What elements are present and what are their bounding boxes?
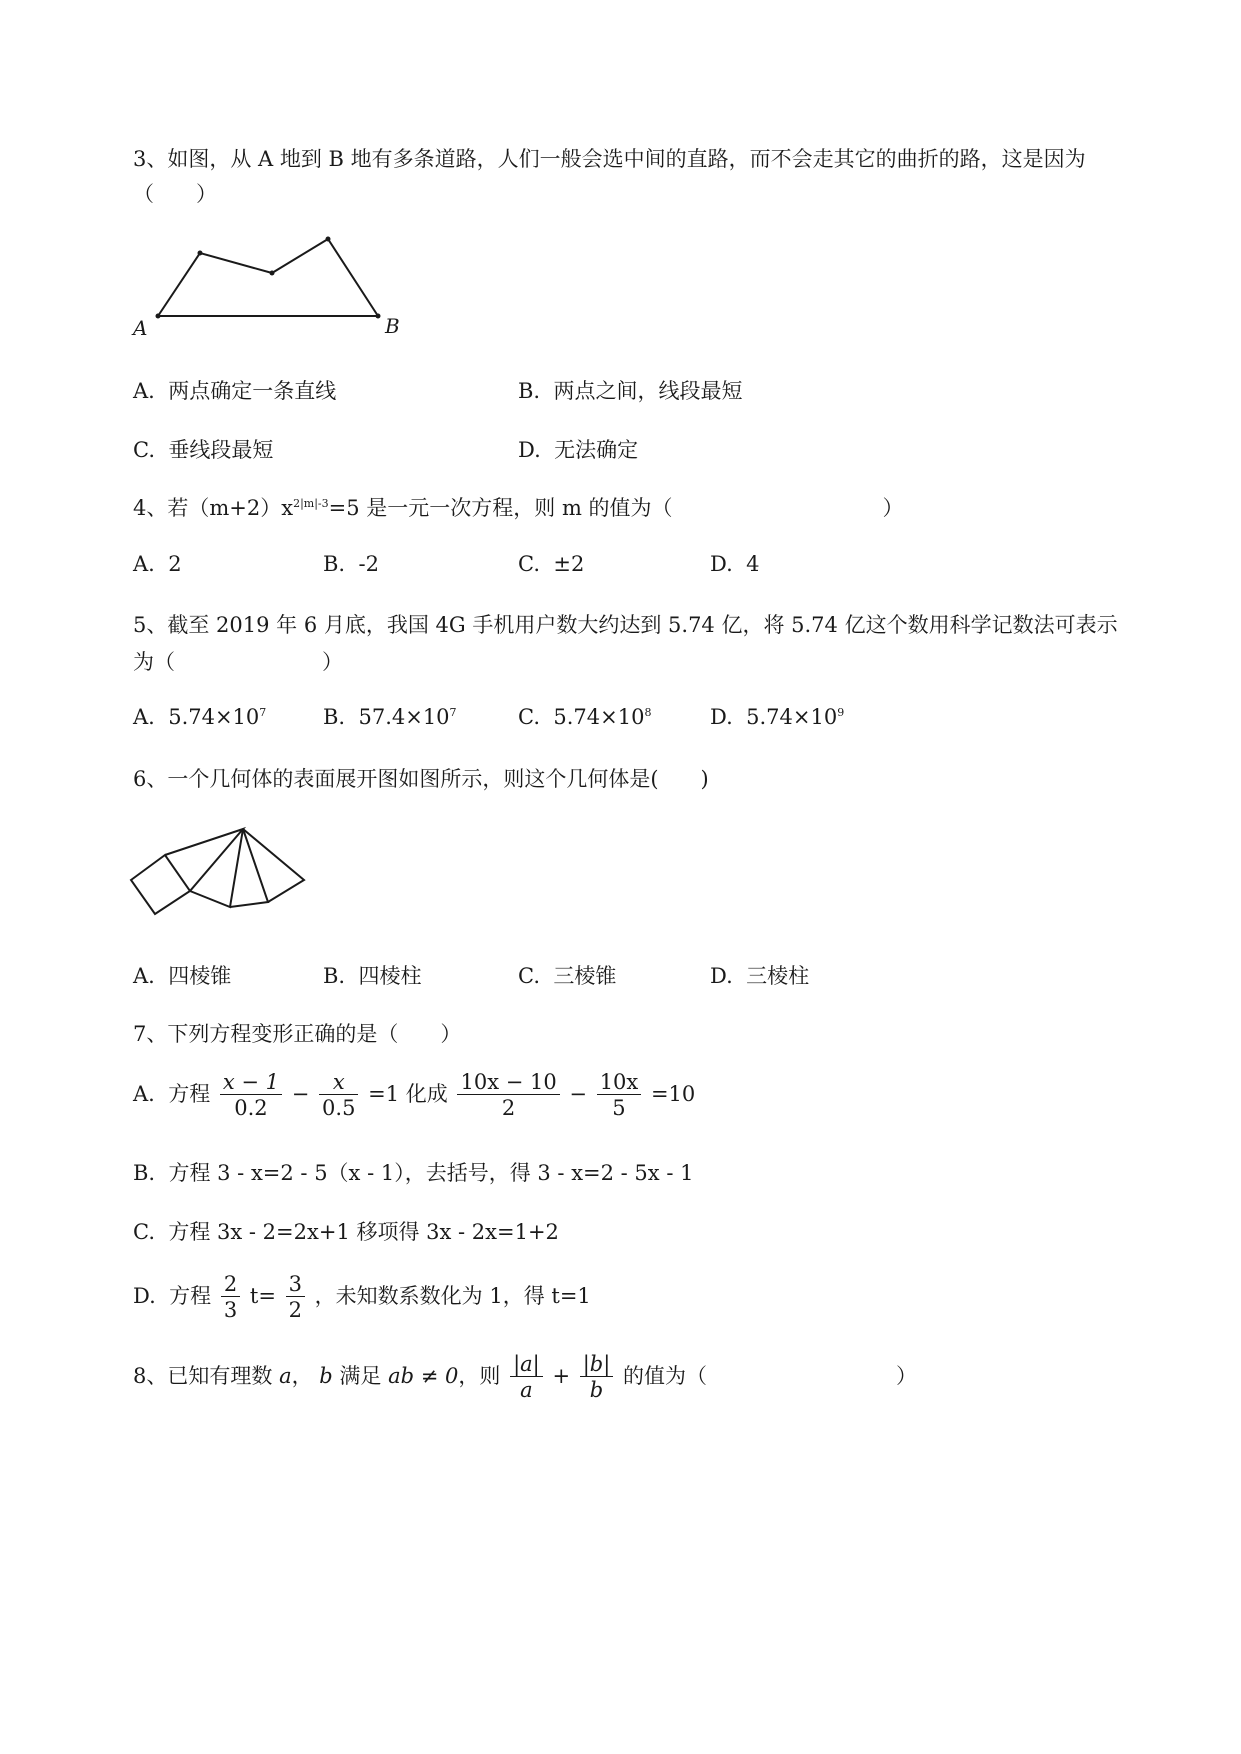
fraction: $\frac{x}{0.5}$ [319, 1070, 358, 1121]
fraction: $\frac{|b|}{b}$ [580, 1352, 614, 1403]
option-label: C. [133, 1220, 155, 1244]
q5-option-d[interactable] [710, 705, 844, 729]
q8-prefix: 8、已知有理数 [133, 1364, 273, 1388]
option-exp: 7 [259, 706, 267, 719]
q8-var-b: b [319, 1364, 333, 1388]
option-text: 四棱锥 [168, 964, 232, 988]
q3-option-a[interactable] [133, 375, 336, 405]
q8-comma: ， [291, 1364, 313, 1388]
option-label: C. [518, 552, 540, 576]
option-text: 2 [168, 552, 182, 576]
option-text: 两点之间，线段最短 [553, 379, 743, 403]
equation-part: t= [249, 1284, 276, 1308]
option-text: 方程 3x - 2=2x+1 移项得 3x - 2x=1+2 [168, 1220, 559, 1244]
q8-var-a: a [279, 1364, 292, 1388]
option-label: A. [133, 379, 155, 403]
option-text: 四棱柱 [358, 964, 422, 988]
option-label: C. [518, 964, 540, 988]
q8-suffix: 的值为（ ） [623, 1364, 918, 1388]
q3-label-b: B [385, 314, 400, 338]
q6-option-a[interactable] [133, 960, 231, 990]
option-label: B. [323, 964, 346, 988]
option-label: C. [133, 438, 155, 462]
fraction: $\frac{10x - 10}{2}$ [457, 1070, 559, 1121]
q3-label-a: A [133, 316, 148, 340]
option-exp: 9 [837, 706, 845, 719]
q5-text-line2: 为（ ） [133, 650, 343, 674]
q7-option-b[interactable] [133, 1157, 693, 1187]
option-word: 方程 [168, 1082, 211, 1106]
option-text: 垂线段最短 [168, 438, 274, 462]
fraction: $\frac{10x}{5}$ [597, 1070, 642, 1121]
option-label: D. [518, 438, 541, 462]
q6-option-b[interactable] [323, 960, 421, 990]
option-label: D. [710, 964, 733, 988]
option-exp: 8 [644, 706, 652, 719]
q5-text-line1: 5、截至 2019 年 6 月底，我国 4G 手机用户数大约达到 5.74 亿，将 5.74 亿这个数用科学记数法可表示 [133, 613, 1118, 637]
q8-condition: ab ≠ 0 [388, 1364, 459, 1388]
option-base: 57.4×10 [358, 705, 450, 729]
q4-option-c[interactable] [518, 552, 584, 576]
q4-option-b[interactable] [323, 552, 379, 576]
q4-prefix: 4、若（m+2）x [133, 496, 294, 520]
fraction: $\frac{3}{2}$ [286, 1272, 305, 1323]
option-text: 三棱柱 [746, 964, 810, 988]
option-label: A. [133, 552, 155, 576]
option-exp: 7 [449, 706, 457, 719]
option-base: 5.74×10 [746, 705, 838, 729]
q4-text [133, 492, 904, 522]
q5-option-a[interactable] [133, 705, 266, 729]
q4-option-a[interactable] [133, 552, 182, 576]
equation-part: =10 [650, 1082, 696, 1106]
option-text: -2 [358, 552, 379, 576]
operator: + [552, 1364, 571, 1388]
option-label: A. [133, 964, 155, 988]
q3-option-b[interactable] [518, 375, 742, 405]
q4-suffix: =5 是一元一次方程，则 m 的值为（ ） [328, 496, 904, 520]
fraction: $\frac{2}{3}$ [221, 1272, 240, 1323]
option-label: B. [323, 552, 346, 576]
option-label: A. [133, 1082, 155, 1106]
option-label: D. [710, 705, 733, 729]
q3-text-line2: （ ） [133, 182, 217, 206]
operator: − [569, 1082, 587, 1106]
q3-text-line1: 3、如图，从 A 地到 B 地有多条道路，人们一般会选中间的直路，而不会走其它的曲折的路，这是因为 [133, 147, 1086, 171]
q8-text [133, 1352, 917, 1403]
option-text: ，未知数系数化为 1，得 t=1 [314, 1284, 591, 1308]
option-text: 4 [746, 552, 760, 576]
option-label: B. [133, 1161, 156, 1185]
option-base: 5.74×10 [553, 705, 645, 729]
q6-option-d[interactable] [710, 960, 809, 990]
option-text: 无法确定 [554, 438, 639, 462]
option-label: A. [133, 705, 155, 729]
fraction: $\frac{|a|}{a}$ [510, 1352, 543, 1403]
option-label: B. [323, 705, 346, 729]
q3-option-d[interactable] [518, 434, 638, 464]
q7-option-a[interactable] [133, 1070, 695, 1121]
q6-text: 6、一个几何体的表面展开图如图所示，则这个几何体是( ) [133, 767, 709, 791]
q5-option-c[interactable] [518, 705, 651, 729]
option-word: 化成 [405, 1082, 448, 1106]
q4-option-d[interactable] [710, 552, 760, 576]
option-label: D. [133, 1284, 156, 1308]
equation-part: =1 [368, 1082, 400, 1106]
option-text: 方程 3 - x=2 - 5（x - 1），去括号，得 3 - x=2 - 5x - 1 [168, 1161, 694, 1185]
fraction: $\frac{x - 1}{0.2}$ [220, 1070, 282, 1121]
option-word: 方程 [169, 1284, 212, 1308]
option-text: ±2 [553, 552, 585, 576]
q5-option-b[interactable] [323, 705, 457, 729]
q7-text: 7、下列方程变形正确的是（ ） [133, 1022, 462, 1046]
q7-option-c[interactable] [133, 1216, 559, 1246]
q3-option-c[interactable] [133, 434, 273, 464]
q8-then: ，则 [458, 1364, 501, 1388]
q7-option-d[interactable] [133, 1272, 591, 1323]
operator: − [291, 1082, 310, 1106]
option-text: 两点确定一条直线 [168, 379, 337, 403]
option-base: 5.74×10 [168, 705, 260, 729]
q6-net-figure [128, 822, 328, 932]
option-label: B. [518, 379, 541, 403]
q4-exponent: 2|m|-3 [293, 497, 329, 510]
q8-mid: 满足 [339, 1364, 382, 1388]
option-label: C. [518, 705, 540, 729]
option-label: D. [710, 552, 733, 576]
option-text: 三棱锥 [553, 964, 617, 988]
q6-option-c[interactable] [518, 960, 616, 990]
